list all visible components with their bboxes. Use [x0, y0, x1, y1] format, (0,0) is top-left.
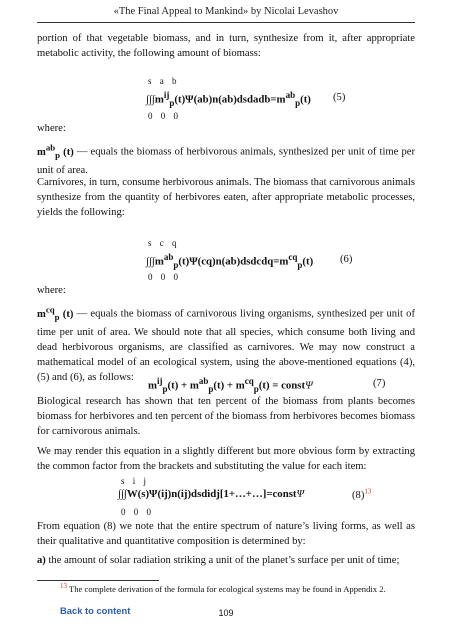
eq6-sub2: p — [297, 259, 303, 270]
eq7-m1: m — [148, 379, 157, 392]
eq7-psi: Ψ — [305, 379, 313, 392]
footnote-text: The complete derivation of the formula for ecological systems may be found in Appendix 2. — [67, 584, 386, 594]
list-item-a — [37, 553, 415, 568]
eq5-sup2: ab — [285, 90, 296, 100]
paragraph-1: portion of that vegetable biomass, and in turn, synthesize from it, after appropriate metabolic activity, the following amount of biomass: — [37, 33, 415, 59]
eq6-rest: (t)Ψ(cq)n(ab)dsdcdq=m — [178, 255, 289, 268]
eq7-sup1: ij — [157, 376, 163, 386]
eq5-lower-limits: 0 0 0 — [148, 111, 181, 121]
eq5-tail: (t) — [300, 93, 311, 106]
paragraph-5: From equation (8) we note that the entire spectrum of nature’s living forms, as well as their qualitative and quantitative composition is determined by: — [37, 521, 415, 547]
eq5-rest: (t)Ψ(ab)n(ab)dsdadb=m — [174, 93, 286, 106]
eq6-number: (6) — [340, 254, 353, 265]
eq7-sub3: p — [253, 383, 259, 394]
eq8-lower-limits: 0 0 0 — [121, 507, 154, 517]
footnote-13 — [60, 584, 386, 594]
eq7-p1: (t) + m — [167, 379, 199, 392]
equation-8 — [118, 488, 304, 500]
paragraph-2: Carnivores, in turn, consume herbivorous animals. The biomass that carnivorous animals synthesize from the quantity of herbivores eaten, after appropriate metabolic processes, yields the following: — [37, 177, 415, 218]
eq7-sub1: p — [162, 383, 168, 394]
page-number: 109 — [218, 608, 234, 618]
eq5-body: ∫∫∫m — [146, 93, 164, 106]
def1-text: — equals the biomass of herbivorous animals, synthesized per unit of time per unit of area. — [37, 146, 415, 176]
eq8-upper-limits: s i j — [121, 476, 150, 486]
def1-sup: ab — [45, 142, 56, 152]
eq5-sub1: p — [169, 97, 175, 108]
eq6-sup1: ab — [163, 252, 174, 262]
footnote-number: 13 — [60, 582, 67, 591]
list-item-a-label: a) — [37, 555, 46, 566]
eq6-tail: (t) — [302, 255, 314, 268]
paragraph-4: We may render this equation in a slightly different but more obvious form by extracting the common factor from the brackets and substituting the value for each item: — [37, 446, 415, 472]
eq7-p2: (t) + m — [213, 379, 245, 392]
eq7-sup2: ab — [198, 376, 209, 386]
footnote-ref-13[interactable]: 13 — [364, 487, 372, 496]
header-rule — [37, 22, 415, 23]
paragraph-3: Biological research has shown that ten percent of the biomass from plants becomes biomass for herbivores and ten percent of the biomass from herbivores becomes biomass for carnivorous animals. — [37, 396, 415, 437]
eq6-upper-limits: s c q — [148, 238, 180, 248]
eq8-number-text: (8) — [352, 490, 365, 501]
eq5-number: (5) — [333, 92, 346, 103]
eq6-lower-limits: 0 0 0 — [148, 272, 181, 282]
eq8-psi: Ψ — [296, 488, 305, 500]
def1-arg: (t) — [60, 146, 74, 158]
def2-sub: p — [54, 311, 60, 322]
def1-term: m — [37, 146, 46, 158]
eq6-sup2: cq — [288, 252, 298, 262]
footnote-rule — [37, 580, 159, 581]
definition-2 — [37, 302, 415, 385]
equation-7 — [148, 376, 313, 394]
where-label-1: where: — [37, 123, 66, 134]
where-label-2: where: — [37, 285, 66, 296]
equation-6 — [146, 252, 313, 270]
eq5-sub2: p — [295, 97, 301, 108]
def2-text: — equals the biomass of carnivorous living organisms, synthesized per unit of time per unit of area. We should note that all species, which consume both living and dead herbivorous organisms, are classified as carnivores. We may now construct a mathematical model of an ecological system, using the above-mentioned equations (4), (5) and (6), as follows: — [37, 308, 415, 383]
eq7-sub2: p — [208, 383, 214, 394]
def1-sub: p — [55, 149, 61, 160]
eq6-body: ∫∫∫m — [146, 255, 164, 268]
eq6-sub1: p — [173, 259, 179, 270]
eq7-number: (7) — [373, 378, 386, 389]
def2-arg: (t) — [59, 308, 74, 320]
eq7-p3: (t) = const — [258, 379, 306, 392]
eq8-body: ∫∫∫W(s)Ψ(ij)n(ij)dsdidj[1+…+…]=const — [118, 488, 297, 500]
def2-term: m — [37, 308, 46, 320]
list-item-a-text: the amount of solar radiation striking a unit of the planet’s surface per unit of time; — [45, 555, 400, 566]
definition-1 — [37, 140, 415, 178]
eq7-sup3: cq — [244, 376, 254, 386]
eq5-upper-limits: s a b — [148, 76, 180, 86]
running-header: «The Final Appeal to Mankind» by Nicolai Levashov — [113, 6, 339, 17]
back-to-content-link[interactable]: Back to content — [60, 605, 131, 616]
eq5-sup1: ij — [163, 90, 170, 100]
equation-5 — [146, 90, 311, 108]
def2-sup: cq — [45, 304, 55, 314]
eq8-number — [352, 487, 372, 501]
